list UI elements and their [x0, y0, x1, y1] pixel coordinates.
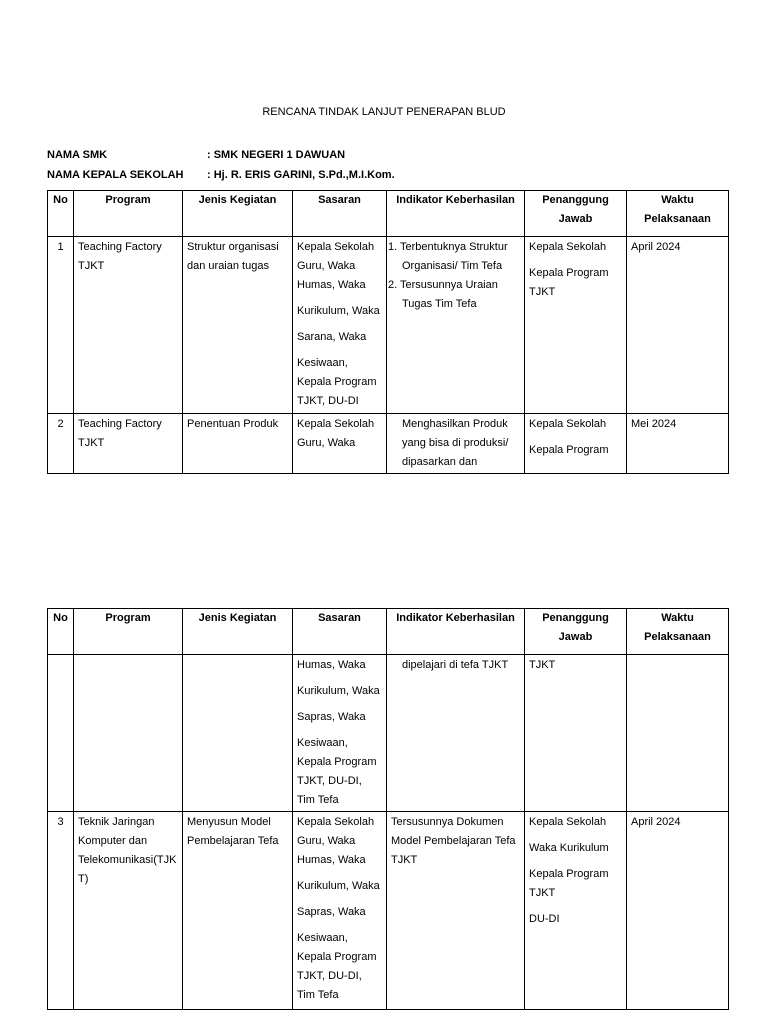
sasaran-line: Kepala Sekolah [297, 418, 375, 430]
cell-waktu [627, 655, 729, 812]
sasaran-line: Sarana, Waka [297, 331, 367, 343]
sasaran-line: TJKT, DU-DI [297, 395, 359, 407]
cell-jenis-kegiatan [183, 655, 293, 812]
sasaran-line: Kesiwaan, [297, 357, 348, 369]
cell-jenis-kegiatan [183, 812, 293, 1010]
cell-waktu: Mei 2024 [627, 414, 729, 474]
indikator-line: yang bisa di produksi/ [402, 437, 509, 449]
header-waktu [627, 609, 729, 655]
sasaran-line: Kesiwaan, [297, 932, 348, 944]
pj-line: Kepala Sekolah [529, 816, 607, 828]
sasaran-line: Kepala Sekolah [297, 241, 375, 253]
sasaran-line: Tim Tefa [297, 989, 339, 1001]
pj-line: Kepala Sekolah [529, 418, 607, 430]
header-waktu-line1: Waktu [661, 612, 694, 624]
headmaster-value: : Hj. R. ERIS GARINI, S.Pd.,M.I.Kom. [207, 169, 395, 181]
header-pj-line2: Jawab [558, 631, 593, 643]
cell-no [48, 655, 74, 812]
school-value: : SMK NEGERI 1 DAWUAN [207, 149, 346, 161]
sasaran-line: TJKT, DU-DI, [297, 970, 362, 982]
indikator-line: Model Pembelajaran Tefa [391, 835, 516, 847]
cell-sasaran [293, 812, 387, 1010]
sasaran-line: Guru, Waka [297, 437, 356, 449]
table-header-row [48, 609, 729, 655]
table-row [48, 655, 729, 812]
pj-line: DU-DI [529, 913, 560, 925]
cell-sasaran [293, 655, 387, 812]
sasaran-line: Kurikulum, Waka [297, 880, 380, 892]
cell-waktu: April 2024 [627, 812, 729, 1010]
header-sasaran: Sasaran [293, 191, 387, 237]
header-penanggung-jawab [525, 191, 627, 237]
sasaran-line: Kepala Program [297, 951, 377, 963]
program-line: Teknik Jaringan [78, 816, 155, 828]
header-penanggung-jawab [525, 609, 627, 655]
header-waktu-line2: Pelaksanaan [644, 213, 711, 225]
indikator-line: Organisasi/ Tim Tefa [402, 260, 503, 272]
table-row [48, 414, 729, 474]
sasaran-line: TJKT, DU-DI, [297, 775, 362, 787]
school-label: NAMA SMK [47, 149, 108, 161]
sasaran-line: Kepala Sekolah [297, 816, 375, 828]
cell-indikator [387, 812, 525, 1010]
cell-jenis-kegiatan [183, 237, 293, 414]
headmaster-label: NAMA KEPALA SEKOLAH [47, 169, 184, 181]
cell-sasaran [293, 414, 387, 474]
sasaran-line: Kepala Program [297, 756, 377, 768]
cell-penanggung-jawab [525, 812, 627, 1010]
header-jenis-kegiatan: Jenis Kegiatan [183, 609, 293, 655]
cell-penanggung-jawab: TJKT [525, 655, 627, 812]
pj-line: Waka Kurikulum [529, 842, 609, 854]
cell-penanggung-jawab [525, 237, 627, 414]
pj-line: Kepala Program [529, 267, 609, 279]
sasaran-line: Guru, Waka [297, 835, 356, 847]
cell-no: 3 [48, 812, 74, 1010]
indikator-line: 1. Terbentuknya Struktur [388, 241, 508, 253]
sasaran-line: Tim Tefa [297, 794, 339, 806]
sasaran-line: Kurikulum, Waka [297, 685, 380, 697]
header-no: No [48, 609, 74, 655]
header-jenis-kegiatan: Jenis Kegiatan [183, 191, 293, 237]
pj-line: Kepala Program [529, 444, 609, 456]
pj-line: Kepala Sekolah [529, 241, 607, 253]
pj-line: TJKT [529, 887, 556, 899]
sasaran-line: Humas, Waka [297, 659, 366, 671]
cell-jenis-kegiatan: Penentuan Produk [183, 414, 293, 474]
header-program: Program [74, 609, 183, 655]
indikator-line: TJKT [391, 854, 418, 866]
indikator-line: dipasarkan dan [402, 456, 478, 468]
sasaran-line: Kurikulum, Waka [297, 305, 380, 317]
cell-sasaran [293, 237, 387, 414]
jenis-line: Struktur organisasi [187, 241, 279, 253]
cell-no: 2 [48, 414, 74, 474]
table-header-row [48, 191, 729, 237]
header-waktu-line1: Waktu [661, 194, 694, 206]
program-line: TJKT [78, 260, 105, 272]
sasaran-line: Humas, Waka [297, 854, 366, 866]
program-line: TJKT [78, 437, 105, 449]
header-program: Program [74, 191, 183, 237]
document-title: RENCANA TINDAK LANJUT PENERAPAN BLUD [262, 106, 506, 118]
cell-no: 1 [48, 237, 74, 414]
program-line: Teaching Factory [78, 418, 162, 430]
pj-line: TJKT [529, 286, 556, 298]
cell-program [74, 812, 183, 1010]
cell-waktu: April 2024 [627, 237, 729, 414]
cell-program [74, 655, 183, 812]
header-pj-line1: Penanggung [542, 612, 609, 624]
cell-penanggung-jawab [525, 414, 627, 474]
sasaran-line: Kepala Program [297, 376, 377, 388]
cell-program [74, 237, 183, 414]
header-pj-line2: Jawab [558, 213, 593, 225]
cell-program [74, 414, 183, 474]
table-row [48, 812, 729, 1010]
sasaran-line: Humas, Waka [297, 279, 366, 291]
jenis-line: Menyusun Model [187, 816, 271, 828]
program-line: Komputer dan [78, 835, 148, 847]
cell-indikator [387, 414, 525, 474]
action-plan-table-page1 [47, 190, 729, 474]
sasaran-line: Sapras, Waka [297, 711, 366, 723]
cell-indikator [387, 237, 525, 414]
header-waktu [627, 191, 729, 237]
sasaran-line: Kesiwaan, [297, 737, 348, 749]
jenis-line: Pembelajaran Tefa [187, 835, 279, 847]
indikator-line: Tugas Tim Tefa [402, 298, 477, 310]
pj-line: Kepala Program [529, 868, 609, 880]
program-line: Telekomunikasi(TJK [78, 854, 177, 866]
cell-indikator: dipelajari di tefa TJKT [387, 655, 525, 812]
header-no: No [48, 191, 74, 237]
jenis-line: dan uraian tugas [187, 260, 269, 272]
sasaran-line: Guru, Waka [297, 260, 356, 272]
program-line: Teaching Factory [78, 241, 162, 253]
header-indikator: Indikator Keberhasilan [387, 191, 525, 237]
header-waktu-line2: Pelaksanaan [644, 631, 711, 643]
indikator-line: Menghasilkan Produk [402, 418, 508, 430]
header-pj-line1: Penanggung [542, 194, 609, 206]
sasaran-line: Sapras, Waka [297, 906, 366, 918]
action-plan-table-page2 [47, 608, 729, 1010]
header-indikator: Indikator Keberhasilan [387, 609, 525, 655]
program-line: T) [78, 873, 89, 885]
indikator-line: 2. Tersusunnya Uraian [388, 279, 498, 291]
header-sasaran: Sasaran [293, 609, 387, 655]
table-row [48, 237, 729, 414]
indikator-line: Tersusunnya Dokumen [391, 816, 504, 828]
